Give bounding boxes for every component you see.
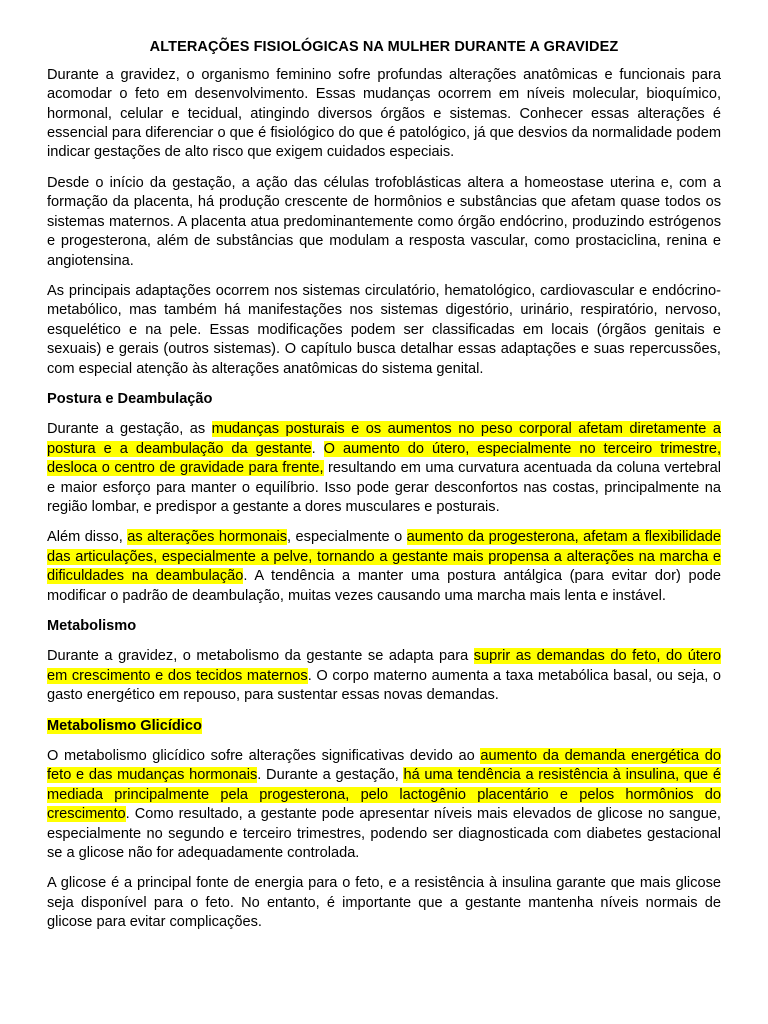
text-span: Além disso, [47, 529, 128, 546]
intro-paragraph-3: As principais adaptações ocorrem nos sistemas circulatório, hematológico, cardiovascular e endócrino-metabólico, mas também há manifestações nos sistemas digestório, urinário, respiratório, nervoso, esquelético e na pele. Essas modificações podem ser classificadas em locais (órgãos genitais e sexuais) e gerais (outros sistemas). O capítulo busca detalhar essas adaptações e suas repercussões, com especial atenção às alterações anatômicas do sistema genital. [47, 282, 721, 377]
text-span: . [311, 440, 324, 457]
text-span: O metabolismo glicídico sofre alterações significativas devido ao [47, 748, 481, 765]
text-span: , especialmente o [287, 529, 407, 546]
glicidico-paragraph-2: A glicose é a principal fonte de energia para o feto, e a resistência à insulina garante que mais glicose seja disponível para o feto. No entanto, é importante que a gestante mantenha níveis normais de glicose para evitar complicações. [47, 875, 721, 931]
highlighted-heading: Metabolismo Glicídico [47, 717, 202, 734]
highlighted-text: as alterações hormonais [127, 529, 288, 546]
text-span: Durante a gravidez, o metabolismo da gestante se adapta para [47, 648, 474, 665]
highlighted-text: aumento da demanda energética do feto e das mudanças hormonais [47, 748, 721, 784]
section-heading-metabolismo: Metabolismo [47, 618, 137, 634]
text-span: . Como resultado, a gestante pode apresentar níveis mais elevados de glicose no sangue, especialmente no segundo e terceiro trimestres, podendo ser diagnosticada com diabetes gestacional se a glicose não for adequadamente controlada. [47, 806, 721, 862]
text-span: resultando em uma curvatura acentuada da coluna vertebral e maior esforço para manter o equilíbrio. Isso pode gerar desconfortos nas costas, principalmente na região lombar, e predispor a gestante a dores musculares e posturais. [47, 460, 721, 515]
text-span: . O corpo materno aumenta a taxa metabólica basal, ou seja, o gasto energético em repouso, para sustentar essas novas demandas. [47, 667, 721, 704]
highlighted-text: mudanças posturais e os aumentos no peso corporal afetam diretamente a postura e a deambulação da gestante [47, 421, 722, 457]
postura-paragraph-2 [47, 528, 721, 606]
document-title: ALTERAÇÕES FISIOLÓGICAS NA MULHER DURANTE A GRAVIDEZ [149, 39, 619, 55]
text-span: . A tendência a manter uma postura antálgica (para evitar dor) pode modificar o padrão de deambulação, muitas vezes causando uma marcha mais lenta e instável. [47, 568, 722, 604]
glicidico-paragraph-1 [47, 747, 721, 863]
highlighted-text: O aumento do útero, especialmente no terceiro trimestre, desloca o centro de gravidade para frente, [47, 440, 722, 477]
section-heading-metabolismo-glicidico [47, 717, 721, 736]
intro-paragraph-2: Desde o início da gestação, a ação das células trofoblásticas altera a homeostase uterina e, com a formação da placenta, há produção crescente de hormônios e substâncias que afetam quase todos os sistemas maternos. A placenta atua predominantemente como órgão endócrino, produzindo estrógenos e progesterona, além de substâncias que modulam a resposta vascular, como prostaciclina, renina e angiotensina. [47, 174, 721, 269]
highlighted-text: aumento da progesterona, afetam a flexibilidade das articulações, especialmente a pelve, tornando a gestante mais propensa a alterações na marcha e dificuldades na deambulação [47, 529, 721, 585]
highlighted-text: há uma tendência a resistência à insulina, que é mediada principalmente pela progesterona, pelo lactogênio placentário e pelos hormônios do crescimento [47, 767, 721, 823]
postura-paragraph-1 [47, 420, 721, 517]
text-span: Durante a gestação, as [47, 421, 212, 438]
section-heading-postura: Postura e Deambulação [47, 390, 213, 407]
intro-paragraph-1: Durante a gravidez, o organismo feminino sofre profundas alterações anatômicas e funcionais para acomodar o feto em desenvolvimento. Essas mudanças ocorrem em níveis molecular, bioquímico, hormonal, celular e tecidual, atingindo diversos órgãos e sistemas. Conhecer essas alterações é essencial para diferenciar o que é fisiológico do que é patológico, já que desvios da normalidade podem indicar gestações de alto risco que exigem cuidados especiais. [47, 66, 721, 161]
metabolismo-paragraph-1 [47, 647, 721, 705]
highlighted-text: suprir as demandas do feto, do útero em crescimento e dos tecidos maternos [47, 648, 722, 684]
text-span: . Durante a gestação, [257, 767, 404, 784]
